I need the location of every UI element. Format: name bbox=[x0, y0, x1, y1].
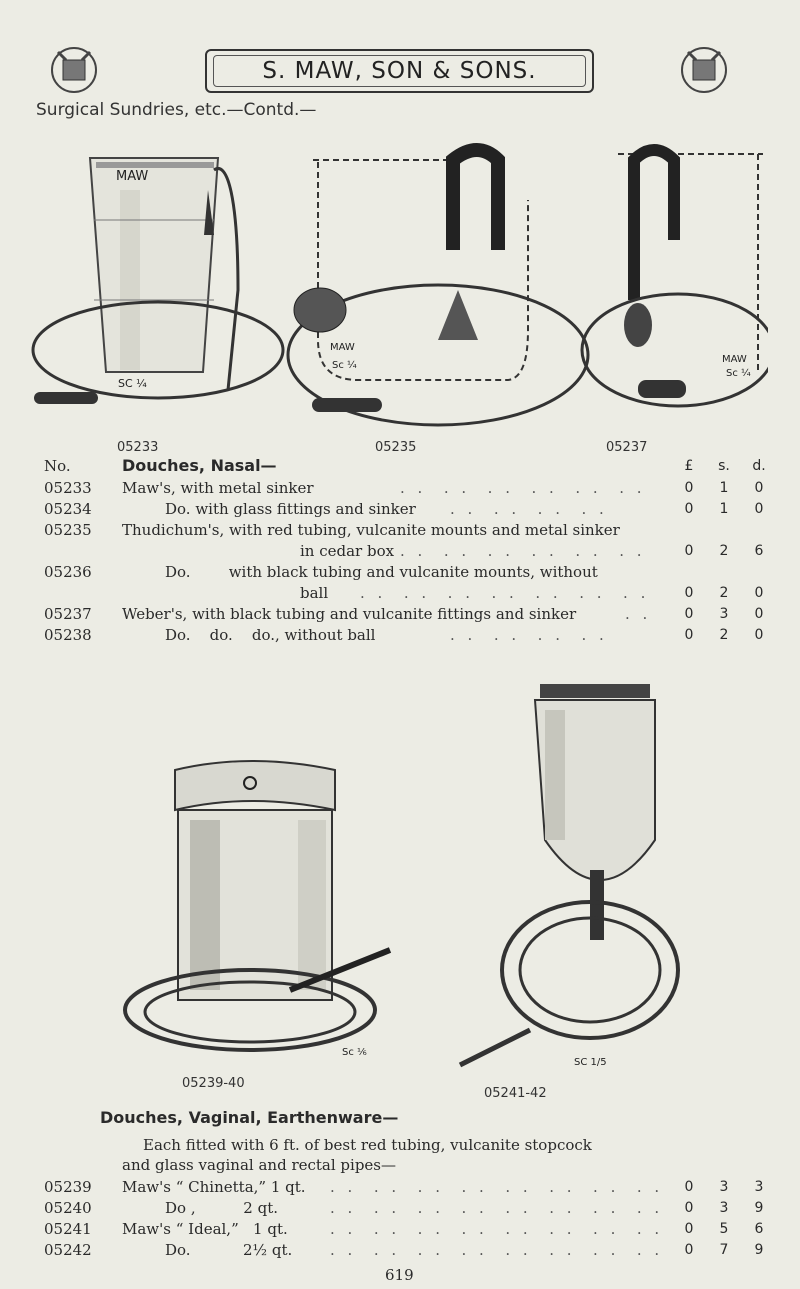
nasal-douches-illustration bbox=[28, 140, 768, 440]
douche-05235-figure bbox=[288, 150, 588, 425]
item-price: 0 2 6 bbox=[684, 543, 764, 559]
item-description: Do. with glass fittings and sinker bbox=[165, 500, 416, 518]
item-description-cont: ball bbox=[300, 584, 329, 602]
item-number: 05234 bbox=[44, 500, 92, 518]
table-row bbox=[0, 520, 800, 540]
table-row-continuation: in cedar box . . . . . . . . . . . . 0 2 6 bbox=[0, 541, 800, 561]
svg-text:Sc ⅙: Sc ⅙ bbox=[342, 1047, 367, 1058]
table-row: 05240 Do , 2 qt. . . . . . . . . . . . . . . . . 0 3 9 bbox=[0, 1198, 800, 1218]
header-title: S. MAW, SON & SONS. bbox=[205, 49, 594, 93]
item-number: 05233 bbox=[44, 479, 92, 497]
item-price: 0 1 0 bbox=[684, 480, 764, 496]
douche-05237-figure bbox=[582, 150, 768, 406]
currency-pence: d. bbox=[752, 458, 766, 474]
item-number: 05237 bbox=[44, 605, 92, 623]
douche-05239-40-figure bbox=[125, 761, 390, 1058]
svg-text:SC 1/5: SC 1/5 bbox=[574, 1057, 607, 1068]
svg-text:MAW: MAW bbox=[116, 169, 149, 184]
item-number: 05240 bbox=[44, 1199, 92, 1217]
crest-left-icon bbox=[48, 44, 100, 96]
item-number: 05241 bbox=[44, 1220, 92, 1238]
svg-text:SC ¼: SC ¼ bbox=[118, 377, 147, 390]
item-price: 0 2 0 bbox=[684, 585, 764, 601]
currency-header bbox=[674, 456, 774, 476]
item-description: Maw's “ Ideal,” 1 qt. bbox=[122, 1220, 288, 1238]
item-price: 0 2 0 bbox=[684, 627, 764, 643]
svg-text:Sc ¼: Sc ¼ bbox=[332, 360, 357, 371]
item-number: 05238 bbox=[44, 626, 92, 644]
item-price: 0 5 6 bbox=[684, 1221, 764, 1237]
table-row: 05237 Weber's, with black tubing and vulcanite fittings and sinker . . 0 3 0 bbox=[0, 604, 800, 624]
item-number: 05236 bbox=[44, 563, 92, 581]
figure-label-05235: 05235 bbox=[375, 440, 417, 455]
item-description: Do. 2½ qt. bbox=[165, 1241, 293, 1259]
column-no-label: No. bbox=[44, 457, 71, 475]
table-header-row bbox=[0, 456, 800, 476]
item-price: 0 1 0 bbox=[684, 501, 764, 517]
figure-label-05233: 05233 bbox=[117, 440, 159, 455]
table-row: 05238 Do. do. do., without ball . . . . . . . . 0 2 0 bbox=[0, 625, 800, 645]
svg-text:Sc ¼: Sc ¼ bbox=[726, 368, 751, 379]
item-description: Do. with black tubing and vulcanite mounts, without bbox=[165, 563, 598, 581]
table-row: 05239 Maw's “ Chinetta,” 1 qt. . . . . . . . . . . . . . . . . 0 3 3 bbox=[0, 1177, 800, 1197]
svg-text:MAW: MAW bbox=[722, 354, 747, 365]
item-price: 0 7 9 bbox=[684, 1242, 764, 1258]
item-price: 0 3 0 bbox=[684, 606, 764, 622]
douche-05241-42-figure bbox=[460, 684, 678, 1068]
item-price: 0 3 3 bbox=[684, 1179, 764, 1195]
item-description: Do , 2 qt. bbox=[165, 1199, 278, 1217]
currency-pounds: £ bbox=[684, 458, 694, 474]
section-heading-vaginal: Douches, Vaginal, Earthenware— bbox=[100, 1108, 399, 1127]
vaginal-douches-illustration bbox=[100, 670, 700, 1090]
table-row: 05241 Maw's “ Ideal,” 1 qt. . . . . . . . . . . . . . . . . 0 5 6 bbox=[0, 1219, 800, 1239]
item-number: 05235 bbox=[44, 521, 92, 539]
table-row: 05233 Maw's, with metal sinker . . . . . . . . . . . . 0 1 0 bbox=[0, 478, 800, 498]
douche-05233-figure bbox=[33, 158, 283, 404]
item-description: Weber's, with black tubing and vulcanite fittings and sinker bbox=[122, 605, 577, 623]
section-heading-nasal: Douches, Nasal— bbox=[122, 456, 277, 475]
section-intro-line1: Each fitted with 6 ft. of best red tubing, vulcanite stopcock bbox=[143, 1136, 592, 1154]
table-row bbox=[0, 562, 800, 582]
item-number: 05242 bbox=[44, 1241, 92, 1259]
currency-shillings: s. bbox=[718, 458, 730, 474]
item-description-cont: in cedar box bbox=[300, 542, 395, 560]
figure-label-05237: 05237 bbox=[606, 440, 648, 455]
item-number: 05239 bbox=[44, 1178, 92, 1196]
figure-label-05241-42: 05241-42 bbox=[484, 1086, 547, 1101]
item-description: Do. do. do., without ball bbox=[165, 626, 376, 644]
item-description: Maw's “ Chinetta,” 1 qt. bbox=[122, 1178, 306, 1196]
crest-right-icon bbox=[678, 44, 730, 96]
item-price: 0 3 9 bbox=[684, 1200, 764, 1216]
svg-text:MAW: MAW bbox=[330, 342, 355, 353]
item-description: Maw's, with metal sinker bbox=[122, 479, 314, 497]
section-subtitle: Surgical Sundries, etc.—Contd.— bbox=[36, 100, 317, 120]
page-number: 619 bbox=[385, 1266, 414, 1284]
figure-label-05239-40: 05239-40 bbox=[182, 1076, 245, 1091]
item-description: Thudichum's, with red tubing, vulcanite mounts and metal sinker bbox=[122, 521, 620, 539]
table-row-continuation: ball . . . . . . . . . . . . . . 0 2 0 bbox=[0, 583, 800, 603]
table-row: 05234 Do. with glass fittings and sinker . . . . . . . . 0 1 0 bbox=[0, 499, 800, 519]
table-row: 05242 Do. 2½ qt. . . . . . . . . . . . . . . . . 0 7 9 bbox=[0, 1240, 800, 1260]
section-intro-line2: and glass vaginal and rectal pipes— bbox=[122, 1156, 396, 1174]
